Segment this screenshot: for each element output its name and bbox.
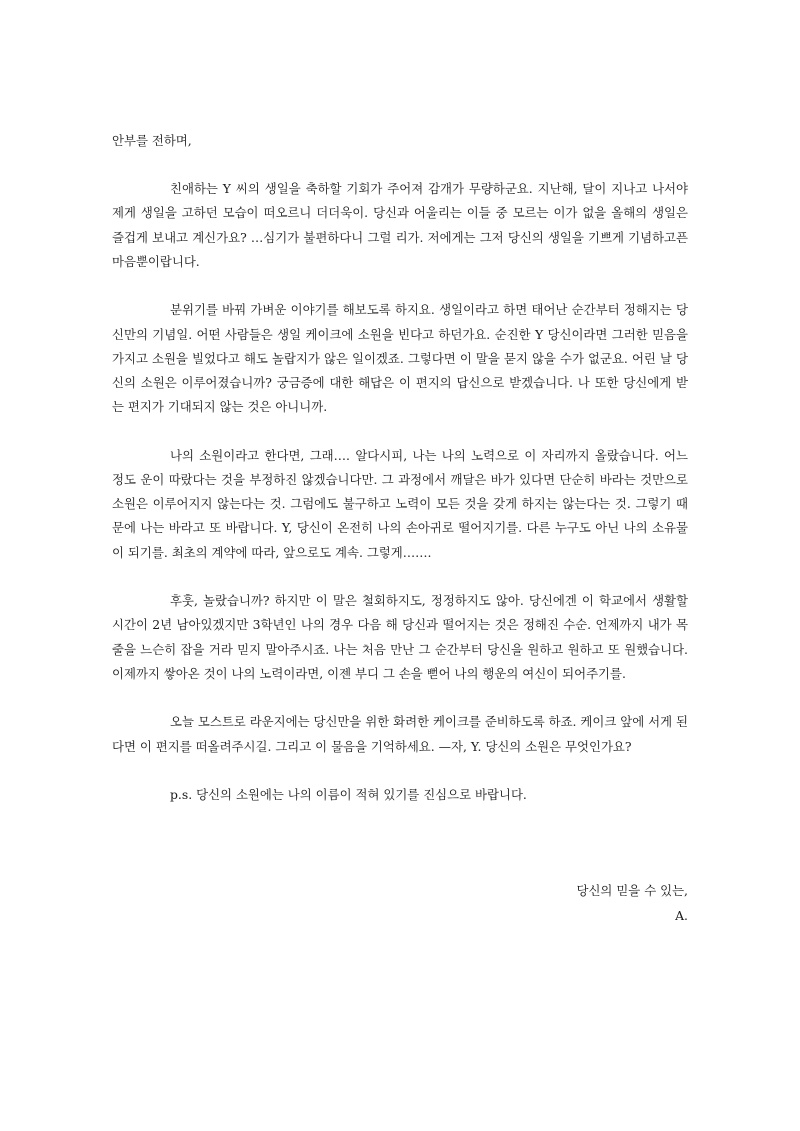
letter-postscript: p.s. 당신의 소원에는 나의 이름이 적혀 있기를 진심으로 바랍니다. [170,787,527,803]
letter-paragraph-2: 분위기를 바꿔 가벼운 이야기를 해보도록 하지요. 생일이라고 하면 태어난 순간부터 정해지는 당신만의 기념일. 어떤 사람들은 생일 케이크에 소원을 빈다고 하던가요. 순진한 Y 당신이라면 그러한 믿음을 가지고 소원을 빌었다고 해도 놀랍지가 않은 일이겠죠. 그렇다면 이 말을 묻지 않을 수가 없군요. 어린 날 당신의 소원은 이루어졌습니까? 궁금증에 대한 해답은 이 편지의 답신으로 받겠습니다. 나 또한 당신에게 받는 편지가 기대되지 않는 것은 아니니까. [112,302,688,415]
letter-signature-block [112,879,688,927]
letter-closing: 당신의 믿을 수 있는, [576,883,688,899]
letter-paragraph-3: 나의 소원이라고 한다면, 그래…. 알다시피, 나는 나의 노력으로 이 자리까지 올랐습니다. 어느 정도 운이 따랐다는 것을 부정하진 않겠습니다만. 그 과정에서 깨달은 바가 있다면 단순히 바라는 것만으로 소원은 이루어지지 않는다는 것. 그럼에도 불구하고 노력이 모든 것을 갖게 하지는 않는다는 것. 그렇기 때문에 나는 바라고 또 바랍니다. Y, 당신이 온전히 나의 손아귀로 떨어지기를. 다른 누구도 아닌 나의 소유물이 되기를. 최초의 계약에 따라, 앞으로도 계속. 그렇게……. [112,447,688,560]
letter-paragraph-1: 친애하는 Y 씨의 생일을 축하할 기회가 주어져 감개가 무량하군요. 지난해, 달이 지나고 나서야 제게 생일을 고하던 모습이 떠오르니 더더욱이. 당신과 어울리는 이들 중 모르는 이가 없을 올해의 생일은 즐겁게 보내고 계신가요? …심기가 불편하다니 그럴 리가. 저에게는 그저 당신의 생일을 기쁘게 기념하고픈 마음뿐이랍니다. [112,181,688,269]
letter-paragraph-5: 오늘 모스트로 라운지에는 당신만을 위한 화려한 케이크를 준비하도록 하죠. 케이크 앞에 서게 된다면 이 편지를 떠올려주시길. 그리고 이 물음을 기억하세요. —자, Y. 당신의 소원은 무엇인가요? [112,714,689,754]
letter-paragraph-4: 후훗, 놀랐습니까? 하지만 이 말은 철회하지도, 정정하지도 않아. 당신에겐 이 학교에서 생활할 시간이 2년 남아있겠지만 3학년인 나의 경우 다음 해 당신과 떨어지는 것은 정해진 수순. 언제까지 내가 목줄을 느슨히 잡을 거라 믿지 말아주시죠. 나는 처음 만난 그 순간부터 당신을 원하고 원하고 또 원했습니다. 이제까지 쌓아온 것이 나의 노력이라면, 이젠 부디 그 손을 뻗어 나의 행운의 여신이 되어주기를. [112,593,688,681]
letter-signature: A. [675,907,688,923]
letter-greeting: 안부를 전하며, [112,133,192,148]
letter [112,129,688,928]
